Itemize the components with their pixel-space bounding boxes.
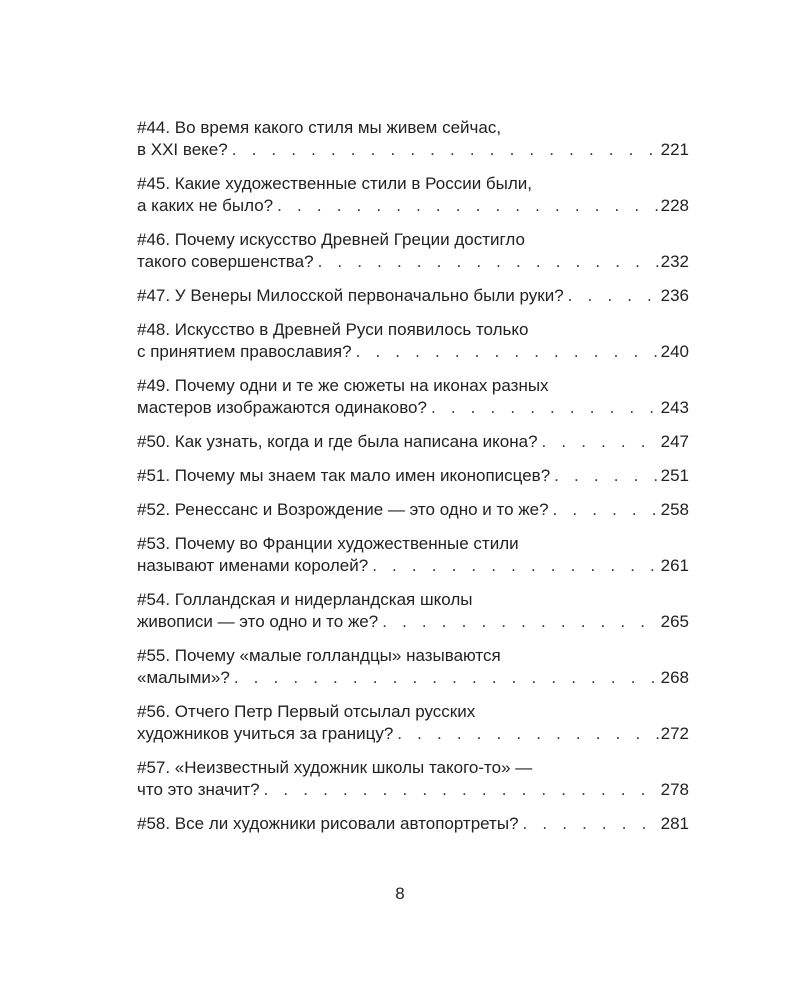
toc-entry-title-line: #49. Почему одни и те же сюжеты на иконах разных (137, 376, 549, 395)
toc-entry-title-line: художников учиться за границу? (137, 724, 394, 743)
toc-entry-title-line: что это значит? (137, 780, 260, 799)
toc-entry-title-line: мастеров изображаются одинаково? (137, 398, 427, 417)
toc-entry-title-line: #50. Как узнать, когда и где была написана икона? (137, 432, 538, 451)
dot-leader (393, 723, 660, 745)
page-number: 8 (395, 884, 405, 903)
toc-entry-title-line: #48. Искусство в Древней Руси появилось только (137, 320, 529, 339)
toc-entry (137, 533, 689, 577)
toc-entry-page: 240 (660, 342, 689, 361)
toc-entry (137, 229, 689, 273)
toc-entry-title-line: называют именами королей? (137, 556, 369, 575)
toc-entry-page: 247 (660, 432, 689, 451)
toc-entry-last-line (137, 341, 689, 363)
toc-entry-title-line: живописи — это одно и то же? (137, 612, 379, 631)
toc-entry-title-line: #52. Ренессанс и Возрождение — это одно и то же? (137, 500, 549, 519)
dot-leader (427, 397, 661, 419)
toc-entry-page: 243 (660, 398, 689, 417)
toc-entry-page: 221 (660, 140, 689, 159)
dot-leader (549, 499, 661, 521)
dot-leader (228, 139, 661, 161)
toc-entry-title-line: #55. Почему «малые голландцы» называются (137, 646, 501, 665)
table-of-contents (137, 117, 689, 847)
dot-leader (368, 555, 660, 577)
toc-entry-last-line (137, 285, 689, 307)
toc-entry-title-line: такого совершенства? (137, 252, 314, 271)
toc-entry-last-line (137, 611, 689, 633)
toc-entry (137, 465, 689, 487)
toc-entry-page: 258 (660, 500, 689, 519)
toc-entry-last-line (137, 431, 689, 453)
dot-leader (352, 341, 661, 363)
toc-entry (137, 813, 689, 835)
toc-entry-last-line (137, 667, 689, 689)
toc-entry-title-line: #44. Во время какого стиля мы живем сейчас, (137, 118, 502, 137)
toc-entry-page: 228 (660, 196, 689, 215)
toc-entry-page: 278 (660, 780, 689, 799)
dot-leader (273, 195, 660, 217)
toc-entry-last-line (137, 723, 689, 745)
toc-entry-last-line (137, 397, 689, 419)
toc-entry-page: 281 (660, 814, 689, 833)
toc-entry-last-line (137, 813, 689, 835)
toc-entry-last-line (137, 139, 689, 161)
toc-entry-title-line: #58. Все ли художники рисовали автопортреты? (137, 814, 519, 833)
toc-entry-last-line (137, 779, 689, 801)
toc-entry-page: 251 (660, 466, 689, 485)
toc-entry-title-line: #54. Голландская и нидерландская школы (137, 590, 473, 609)
toc-entry (137, 375, 689, 419)
toc-entry-page: 261 (660, 556, 689, 575)
toc-entry (137, 499, 689, 521)
toc-entry-last-line (137, 251, 689, 273)
toc-entry-title-line: #45. Какие художественные стили в России были, (137, 174, 533, 193)
toc-entry (137, 117, 689, 161)
toc-entry-title-line: #57. «Неизвестный художник школы такого-то» — (137, 758, 533, 777)
toc-entry-title-line: #56. Отчего Петр Первый отсылал русских (137, 702, 476, 721)
toc-entry-page: 265 (660, 612, 689, 631)
toc-entry-title-line: а каких не было? (137, 196, 274, 215)
toc-entry-page: 232 (660, 252, 689, 271)
dot-leader (519, 813, 661, 835)
toc-entry-title-line: в XXI веке? (137, 140, 228, 159)
toc-entry-page: 236 (660, 286, 689, 305)
toc-entry-last-line (137, 465, 689, 487)
toc-entry-last-line (137, 195, 689, 217)
toc-entry (137, 285, 689, 307)
toc-entry (137, 431, 689, 453)
toc-entry-title-line: «малыми»? (137, 668, 230, 687)
toc-entry (137, 757, 689, 801)
toc-entry (137, 701, 689, 745)
dot-leader (378, 611, 660, 633)
toc-entry-title-line: #53. Почему во Франции художественные стили (137, 534, 519, 553)
toc-entry-last-line (137, 555, 689, 577)
dot-leader (550, 465, 660, 487)
dot-leader (564, 285, 661, 307)
toc-entry-title-line: с принятием православия? (137, 342, 352, 361)
toc-entry (137, 645, 689, 689)
dot-leader (260, 779, 661, 801)
toc-entry (137, 319, 689, 363)
toc-entry-page: 272 (660, 724, 689, 743)
toc-entry-title-line: #51. Почему мы знаем так мало имен иконописцев? (137, 466, 551, 485)
toc-entry-title-line: #46. Почему искусство Древней Греции достигло (137, 230, 525, 249)
dot-leader (230, 667, 661, 689)
toc-entry-last-line (137, 499, 689, 521)
dot-leader (538, 431, 661, 453)
toc-entry-title-line: #47. У Венеры Милосской первоначально были руки? (137, 286, 564, 305)
toc-entry (137, 589, 689, 633)
toc-entry-page: 268 (660, 668, 689, 687)
dot-leader (314, 251, 661, 273)
toc-entry (137, 173, 689, 217)
